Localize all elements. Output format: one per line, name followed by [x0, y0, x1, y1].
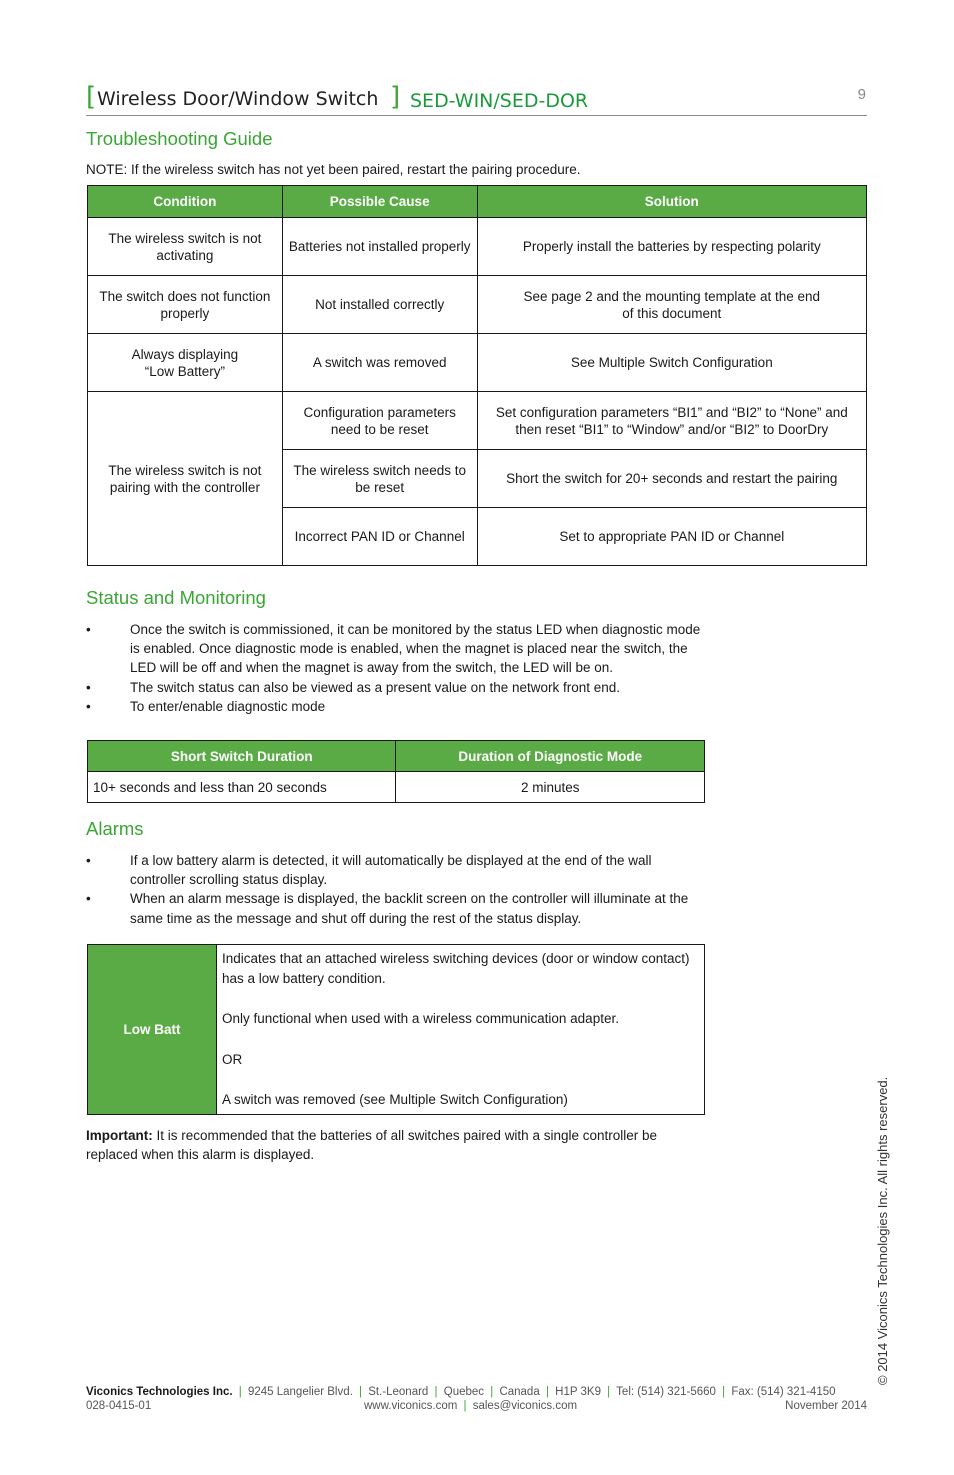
- troubleshooting-table: [87, 185, 867, 566]
- alarms-heading: Alarms: [86, 818, 144, 839]
- list-item-text: When an alarm message is displayed, the backlit screen on the controller will illuminate at the same time as the message and shut off during the rest of the status display.: [130, 891, 689, 926]
- footer-address-part: 9245 Langelier Blvd.: [247, 1386, 353, 1398]
- alarm-description-line: Indicates that an attached wireless switching devices (door or window contact) has a low battery condition.: [222, 951, 690, 986]
- important-text: It is recommended that the batteries of all switches paired with a single controller be replaced when this alarm is displayed.: [86, 1128, 658, 1163]
- table-row: [88, 392, 867, 450]
- alarm-description-cell: [217, 945, 705, 1115]
- short-duration-cell: 10+ seconds and less than 20 seconds: [88, 772, 396, 803]
- condition-cell: Always displaying “Low Battery”: [88, 334, 283, 392]
- pairing-note: NOTE: If the wireless switch has not yet been paired, restart the pairing procedure.: [86, 162, 581, 177]
- cause-cell: The wireless switch needs to be reset: [282, 450, 477, 508]
- diagnostic-mode-table: [87, 740, 705, 803]
- footer-address-part: H1P 3K9: [555, 1386, 601, 1398]
- solution-cell: See Multiple Switch Configuration: [477, 334, 866, 392]
- condition-cell: The wireless switch is not pairing with the controller: [88, 392, 283, 566]
- list-item: [86, 889, 706, 927]
- table-row: [88, 334, 867, 392]
- footer-separator: |: [490, 1386, 494, 1398]
- table-row: [88, 772, 705, 803]
- bullet-glyph: •: [86, 891, 91, 907]
- footer-separator: |: [545, 1386, 549, 1398]
- footer-separator: |: [722, 1386, 726, 1398]
- footer-contact: [364, 1400, 577, 1412]
- copyright-notice: © 2014 Viconics Technologies Inc. All rights reserved.: [875, 1076, 890, 1385]
- alarm-description-line: A switch was removed (see Multiple Switch Configuration): [222, 1092, 568, 1107]
- list-item-text: The switch status can also be viewed as a present value on the network front end.: [130, 679, 621, 695]
- list-item-text: Once the switch is commissioned, it can be monitored by the status LED when diagnostic mode is enabled. Once diagnostic mode is enabled, when the magnet is placed near the switch, the LED will be off and when the magnet is away from the switch, the LED will be on.: [130, 622, 701, 676]
- alarm-description-line: Only functional when used with a wireless communication adapter.: [222, 1011, 619, 1026]
- column-header-cause: Possible Cause: [282, 186, 477, 218]
- status-bullet-list: [86, 620, 706, 716]
- footer-address-line: [86, 1386, 836, 1398]
- header-bracket-open: [: [86, 82, 97, 112]
- cause-cell: Incorrect PAN ID or Channel: [282, 508, 477, 566]
- footer-date: November 2014: [785, 1400, 867, 1412]
- footer-separator: |: [238, 1386, 242, 1398]
- list-item: [86, 697, 706, 716]
- bullet-glyph: •: [86, 679, 91, 695]
- solution-cell: Set configuration parameters “BI1” and “BI2” to “None” and then reset “BI1” to “Window” and/or “BI2” to DoorDry: [477, 392, 866, 450]
- list-item: [86, 678, 706, 697]
- solution-cell: Short the switch for 20+ seconds and restart the pairing: [477, 450, 866, 508]
- list-item-text: If a low battery alarm is detected, it will automatically be displayed at the end of the wall controller scrolling status display.: [130, 853, 652, 888]
- footer-company: Viconics Technologies Inc.: [86, 1386, 233, 1398]
- footer-email-link[interactable]: sales@viconics.com: [472, 1400, 578, 1412]
- important-note: [86, 1126, 706, 1164]
- cause-cell: Batteries not installed properly: [282, 218, 477, 276]
- table-row: [88, 276, 867, 334]
- cause-cell: Not installed correctly: [282, 276, 477, 334]
- important-label: Important:: [86, 1128, 153, 1143]
- solution-cell: Properly install the batteries by respecting polarity: [477, 218, 866, 276]
- column-header-diagnostic-duration: Duration of Diagnostic Mode: [396, 741, 705, 772]
- condition-cell: The wireless switch is not activating: [88, 218, 283, 276]
- header-bracket-close: ]: [390, 82, 401, 112]
- document-title: Wireless Door/Window Switch: [97, 88, 379, 110]
- footer-website-link[interactable]: www.viconics.com: [364, 1400, 458, 1412]
- footer-phone: Tel: (514) 321-5660: [616, 1386, 716, 1398]
- column-header-condition: Condition: [88, 186, 283, 218]
- list-item: [86, 620, 706, 678]
- model-number: SED-WIN/SED-DOR: [410, 90, 589, 112]
- table-header-row: [88, 741, 705, 772]
- cause-cell: A switch was removed: [282, 334, 477, 392]
- bullet-glyph: •: [86, 622, 91, 637]
- alarm-description-line: OR: [222, 1051, 243, 1067]
- column-header-short-duration: Short Switch Duration: [88, 741, 396, 772]
- footer-separator: |: [463, 1400, 467, 1412]
- table-row: [88, 945, 705, 1115]
- troubleshooting-heading: Troubleshooting Guide: [86, 128, 273, 149]
- footer-address-part: Quebec: [443, 1386, 485, 1398]
- footer-doc-number: 028-0415-01: [86, 1400, 152, 1412]
- footer-address-part: St.-Leonard: [368, 1386, 429, 1398]
- table-header-row: [88, 186, 867, 218]
- footer-separator: |: [607, 1386, 611, 1398]
- table-row: [88, 218, 867, 276]
- list-item: [86, 851, 706, 889]
- status-heading: Status and Monitoring: [86, 587, 266, 608]
- bullet-glyph: •: [86, 853, 91, 868]
- footer-separator: |: [434, 1386, 438, 1398]
- solution-cell: See page 2 and the mounting template at the end of this document: [477, 276, 866, 334]
- solution-cell: Set to appropriate PAN ID or Channel: [477, 508, 866, 566]
- header-rule: [86, 115, 867, 116]
- page-number: 9: [857, 86, 866, 103]
- alarm-label-cell: Low Batt: [88, 945, 217, 1115]
- alarms-bullet-list: [86, 851, 706, 928]
- footer-address-part: Canada: [499, 1386, 540, 1398]
- footer-separator: |: [359, 1386, 363, 1398]
- column-header-solution: Solution: [477, 186, 866, 218]
- list-item-text: To enter/enable diagnostic mode: [130, 698, 326, 714]
- bullet-glyph: •: [86, 698, 91, 714]
- footer-fax: Fax: (514) 321-4150: [731, 1386, 836, 1398]
- cause-cell: Configuration parameters need to be reset: [282, 392, 477, 450]
- diagnostic-duration-cell: 2 minutes: [396, 772, 705, 803]
- alarm-table: [87, 944, 705, 1115]
- condition-cell: The switch does not function properly: [88, 276, 283, 334]
